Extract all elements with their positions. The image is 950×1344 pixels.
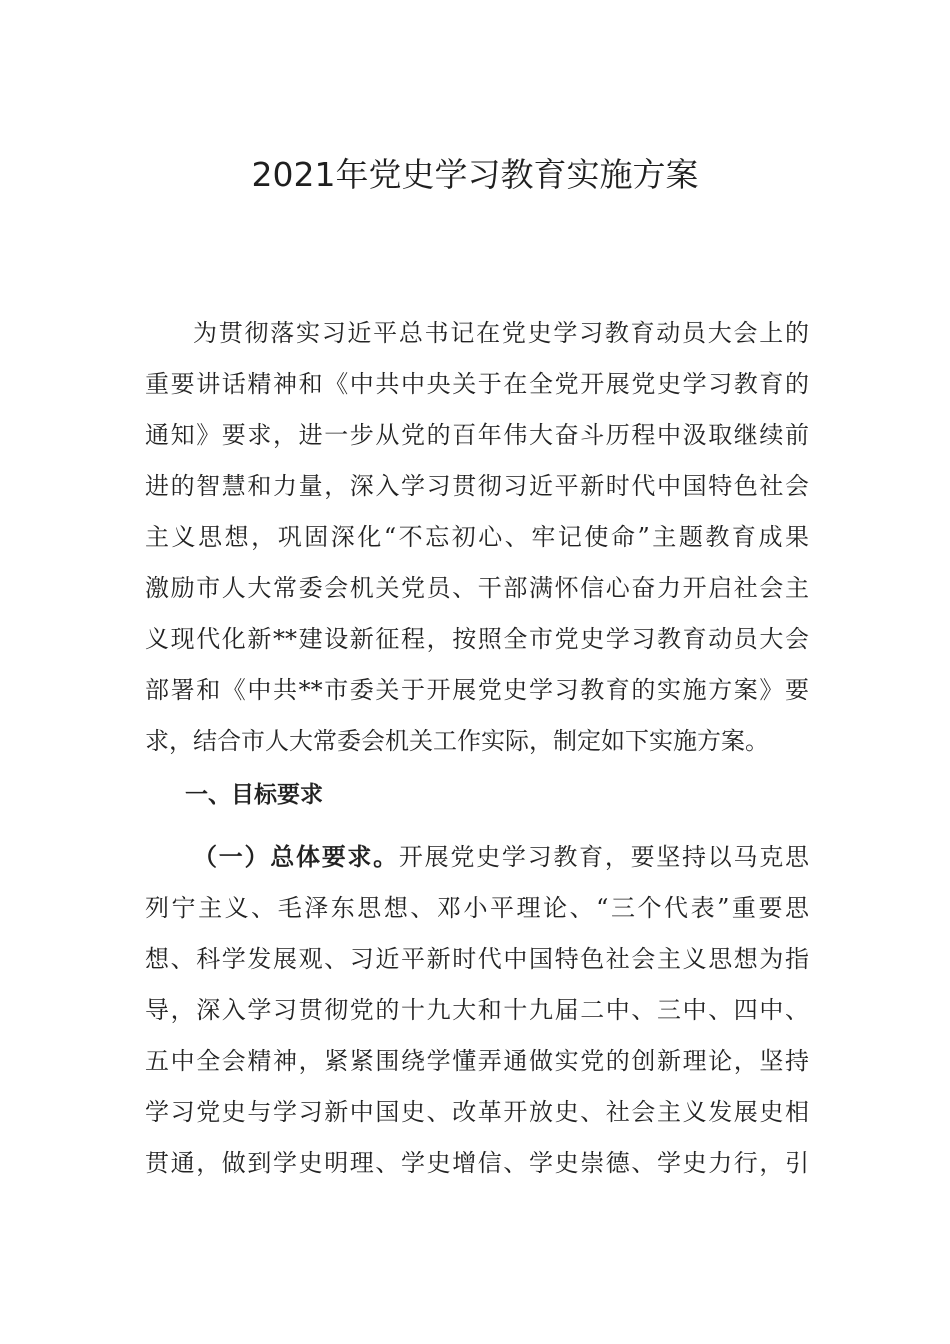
intro-line: 部署和《中共**市委关于开展党史学习教育的实施方案》要	[145, 676, 809, 704]
subsection-line: 贯通，做到学史明理、学史增信、学史崇德、学史力行，引	[145, 1149, 809, 1177]
subsection-first-line	[145, 832, 809, 883]
subsection-line: 列宁主义、毛泽东思想、邓小平理论、“三个代表”重要思	[145, 894, 809, 922]
intro-line: 通知》要求，进一步从党的百年伟大奋斗历程中汲取继续前	[145, 421, 809, 449]
intro-line: 为贯彻落实习近平总书记在党史学习教育动员大会上的	[193, 319, 809, 347]
intro-line: 激励市人大常委会机关党员、干部满怀信心奋力开启社会主	[145, 574, 809, 602]
section-heading: 一、目标要求	[185, 782, 323, 808]
subsection-line: 五中全会精神，紧紧围绕学懂弄通做实党的创新理论，坚持	[145, 1047, 809, 1075]
section-1	[145, 770, 809, 821]
intro-paragraph	[145, 308, 809, 767]
intro-line: 进的智慧和力量，深入学习贯彻习近平新时代中国特色社会	[145, 472, 809, 500]
document-title: 2021年党史学习教育实施方案	[251, 155, 699, 194]
intro-line: 重要讲话精神和《中共中央关于在全党开展党史学习教育的	[145, 370, 809, 398]
subsection-1-paragraph	[145, 832, 809, 1189]
subsection-line: 导，深入学习贯彻党的十九大和十九届二中、三中、四中、	[145, 996, 809, 1024]
intro-line: 求，结合市人大常委会机关工作实际，制定如下实施方案。	[145, 727, 769, 755]
intro-line: 主义思想，巩固深化“不忘初心、牢记使命”主题教育成果	[145, 523, 809, 551]
subsection-first-line-text: 开展党史学习教育，要坚持以马克思	[398, 843, 810, 871]
intro-line: 义现代化新**建设新征程，按照全市党史学习教育动员大会	[145, 625, 809, 653]
subsection-line: 想、科学发展观、习近平新时代中国特色社会主义思想为指	[145, 945, 809, 973]
subsection-label: （一）总体要求。	[193, 843, 399, 871]
subsection-line: 学习党史与学习新中国史、改革开放史、社会主义发展史相	[145, 1098, 809, 1126]
